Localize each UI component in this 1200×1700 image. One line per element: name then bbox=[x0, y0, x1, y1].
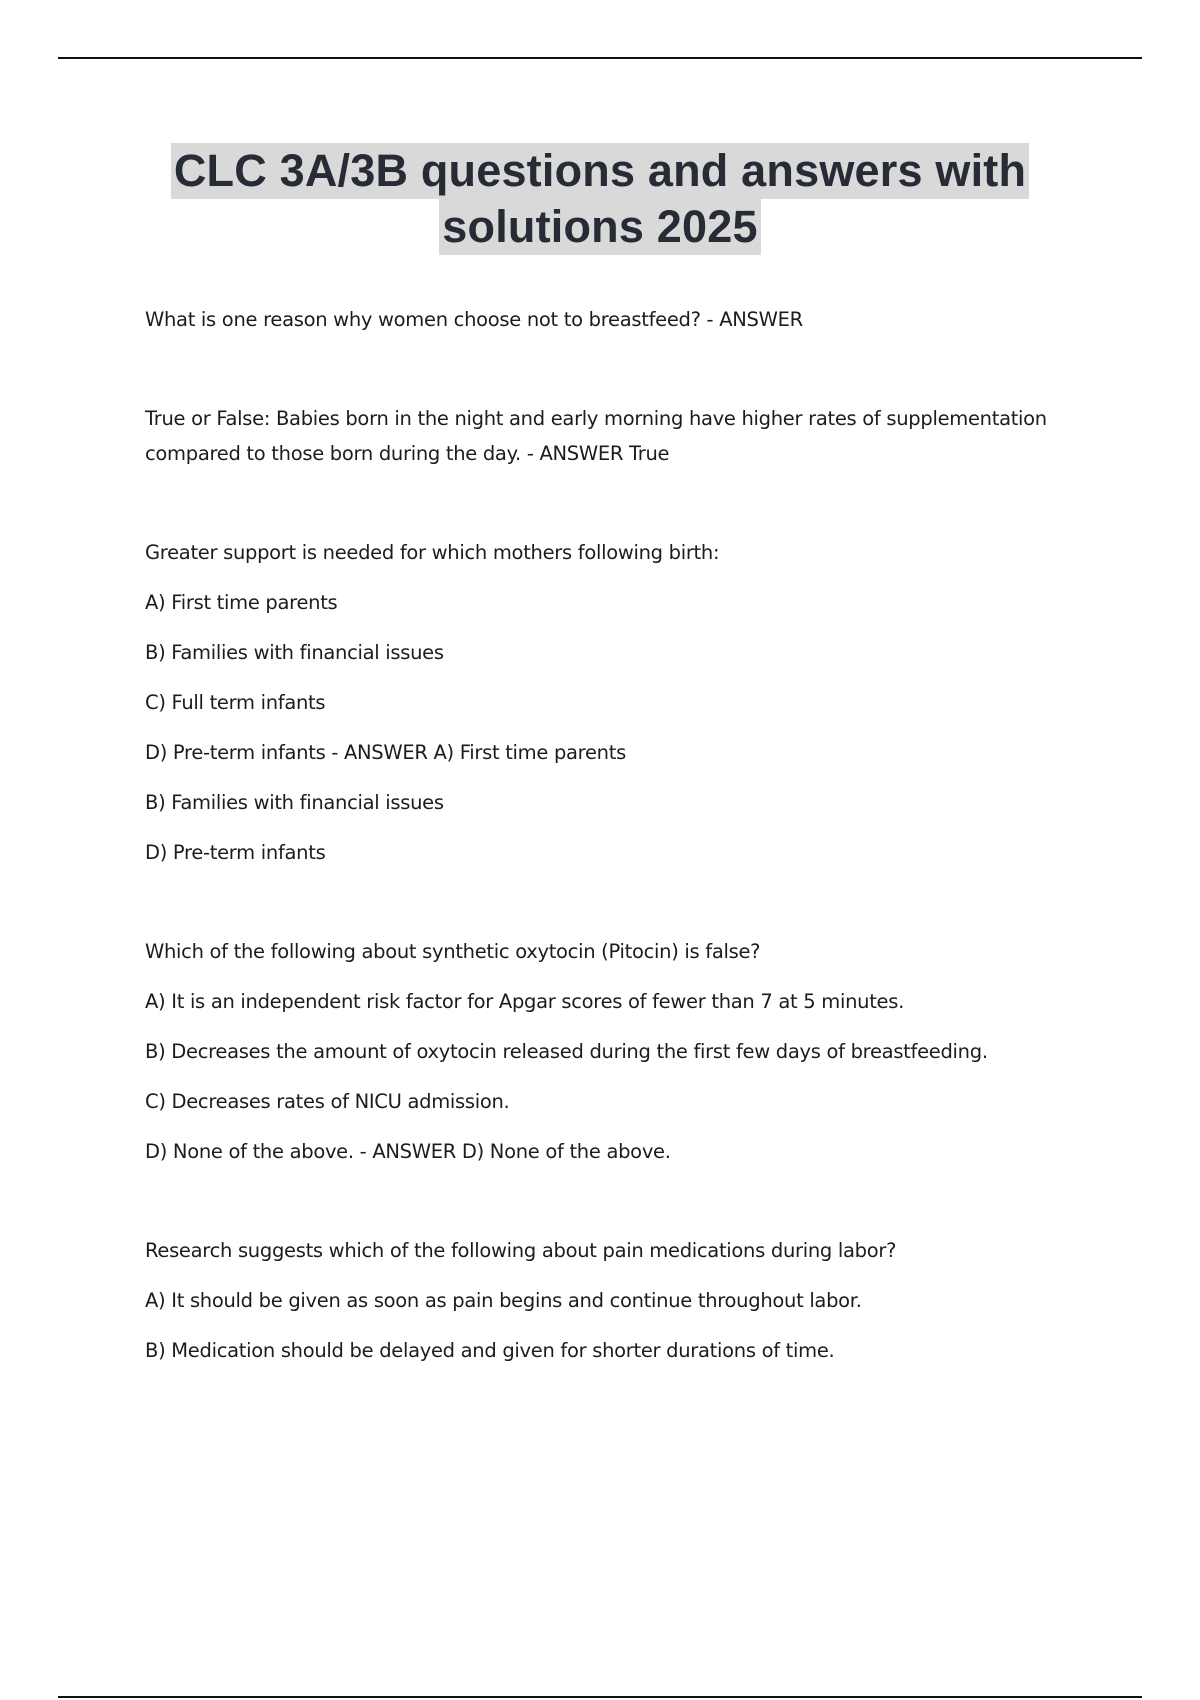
qa-item bbox=[145, 401, 1085, 471]
qa-content bbox=[145, 302, 1085, 1432]
answer-option: B) Families with financial issues bbox=[145, 641, 444, 664]
answer-option: D) Pre-term infants bbox=[145, 841, 326, 864]
bottom-divider bbox=[58, 1696, 1142, 1698]
qa-item bbox=[145, 1233, 1085, 1368]
answer-option: B) Families with financial issues bbox=[145, 791, 444, 814]
answer-option: B) Medication should be delayed and given for shorter durations of time. bbox=[145, 1339, 835, 1362]
answer-option: C) Decreases rates of NICU admission. bbox=[145, 1090, 510, 1113]
title-line-1: CLC 3A/3B questions and answers with bbox=[171, 143, 1029, 199]
qa-item bbox=[145, 934, 1085, 1169]
qa-item bbox=[145, 302, 1085, 337]
answer-option: C) Full term infants bbox=[145, 691, 326, 714]
question-text: True or False: Babies born in the night and early morning have higher rates of supplementation compared to those born during the day. - ANSWER True bbox=[145, 407, 1047, 465]
document-title bbox=[0, 143, 1200, 255]
qa-item bbox=[145, 535, 1085, 870]
answer-option: A) First time parents bbox=[145, 591, 338, 614]
answer-option: B) Decreases the amount of oxytocin released during the first few days of breastfeeding. bbox=[145, 1040, 988, 1063]
question-text: What is one reason why women choose not to breastfeed? - ANSWER bbox=[145, 308, 803, 331]
answer-option: A) It is an independent risk factor for Apgar scores of fewer than 7 at 5 minutes. bbox=[145, 990, 904, 1013]
title-line-2: solutions 2025 bbox=[439, 199, 760, 255]
question-text: Which of the following about synthetic oxytocin (Pitocin) is false? bbox=[145, 940, 761, 963]
answer-option: A) It should be given as soon as pain begins and continue throughout labor. bbox=[145, 1289, 862, 1312]
question-text: Research suggests which of the following about pain medications during labor? bbox=[145, 1239, 897, 1262]
answer-option: D) Pre-term infants - ANSWER A) First time parents bbox=[145, 741, 626, 764]
answer-option: D) None of the above. - ANSWER D) None of the above. bbox=[145, 1140, 671, 1163]
top-divider bbox=[58, 57, 1142, 59]
question-text: Greater support is needed for which mothers following birth: bbox=[145, 541, 720, 564]
